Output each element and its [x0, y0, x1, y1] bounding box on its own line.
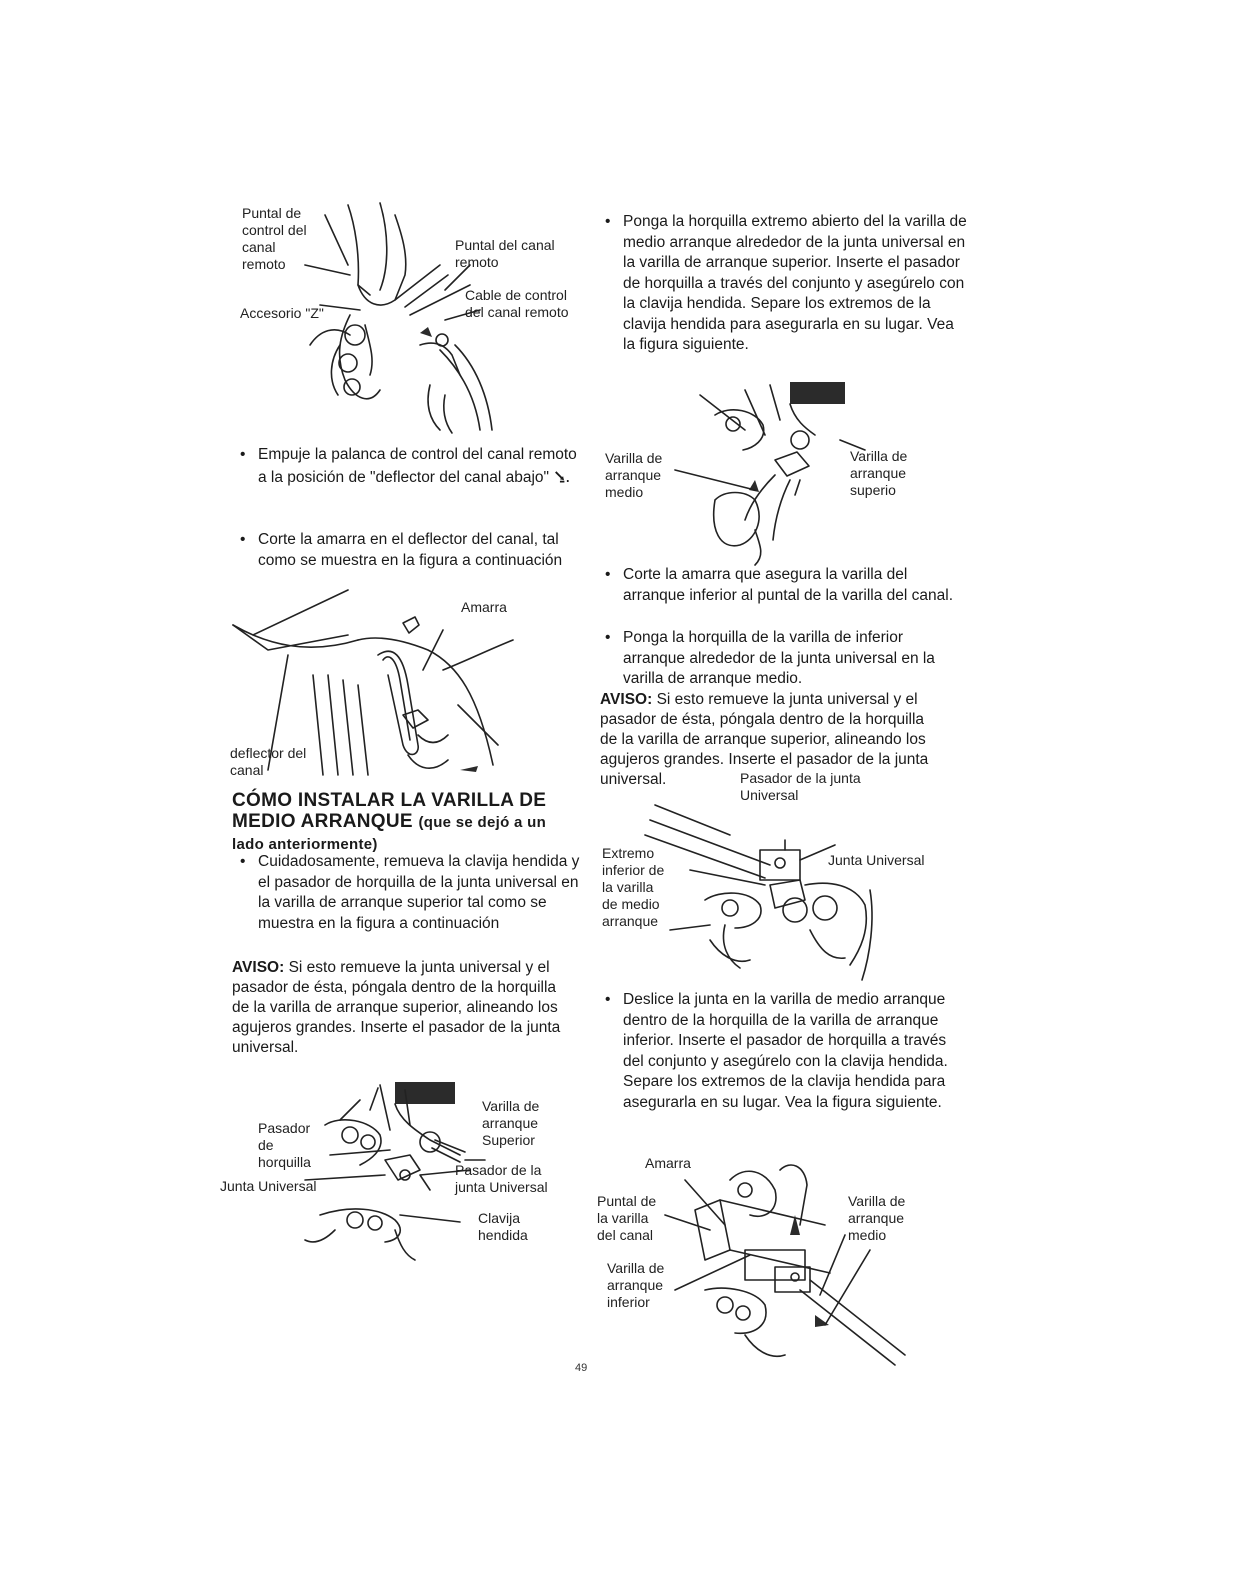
- label-lower-rod: Varilla de arranque inferior: [607, 1260, 665, 1310]
- figure-lower-end-joint: [600, 770, 950, 985]
- figure-mid-rod-yoke: [605, 380, 950, 570]
- label-chute-deflector: deflector del canal: [230, 745, 307, 778]
- label-mid-rod-lower-end: Extremo inferior de la varilla de medio arranque: [602, 845, 665, 929]
- figure-remote-chute-control: [230, 195, 590, 435]
- right-bullet-fit-yoke: • Ponga la horquilla extremo abierto del la varilla de medio arranque alrededor de la junta universal en la varilla de arranque superior. Inserte el pasador de horquilla a través del conjunto y asegúrelo con la clavija hendida. Separe los extremos de la clavija hendida para asegurarla en su lugar. Vea la figura siguiente.: [605, 212, 968, 356]
- label-universal-joint: Junta Universal: [220, 1178, 317, 1194]
- left-bullet-push-lever: • Empuje la palanca de control del canal remoto a la posición de "deflector del canal abajo" ⭸.: [240, 445, 578, 488]
- label-z-fitting: Accesorio "Z": [240, 305, 324, 321]
- label-cotter-pin: Clavija hendida: [478, 1210, 528, 1243]
- section-heading-note: (que se dejó a un lado anteriormente): [232, 814, 547, 853]
- label-remote-cable: Cable de control del canal remoto: [465, 287, 569, 320]
- section-heading: CÓMO INSTALAR LA VARILLA DE MEDIO ARRANQUE (que se dejó a un lado anteriormente): [232, 790, 547, 853]
- label-universal-joint-right: Junta Universal: [828, 852, 925, 868]
- label-remote-control-strut: Puntal de control del canal remoto: [242, 205, 307, 272]
- label-mid-rod: Varilla de arranque medio: [605, 450, 663, 500]
- right-bullet-fit-lower-yoke: • Ponga la horquilla de la varilla de inferior arranque alrededor de la junta universal en la varilla de arranque medio.: [605, 628, 968, 690]
- label-joint-pin-top: Pasador de la junta Universal: [740, 770, 861, 803]
- page-number: 49: [575, 1362, 588, 1374]
- left-notice: AVISO: Si esto remueve la junta universal y el pasador de ésta, póngala dentro de la horquilla de la varilla de arranque superior, alineando los agujeros grandes. Inserte el pasador de la junta universal.: [232, 959, 561, 1056]
- label-mid-rod-2: Varilla de arranque medio: [848, 1193, 906, 1243]
- figure-chute-deflector-tie: [228, 595, 558, 780]
- label-joint-pin: Pasador de la junta Universal: [455, 1162, 548, 1195]
- label-tie: Amarra: [461, 599, 507, 615]
- label-tie-2: Amarra: [645, 1155, 691, 1171]
- right-notice: AVISO: Si esto remueve la junta universal y el pasador de ésta, póngala dentro de la horquilla de la varilla de arranque superior, alineando los agujeros grandes. Inserte el pasador de la junta universal.: [600, 691, 929, 788]
- figure-universal-joint-removal: [220, 1080, 580, 1280]
- left-bullet-cut-tie: • Corte la amarra en el deflector del canal, tal como se muestra en la figura a continuación: [240, 530, 593, 571]
- figure-lower-rod-assembly: [595, 1155, 945, 1370]
- label-chute-rod-strut: Puntal de la varilla del canal: [597, 1193, 657, 1243]
- right-bullet-cut-tie: • Corte la amarra que asegura la varilla del arranque inferior al puntal de la varilla del canal.: [605, 565, 968, 606]
- deflector-down-icon: ⭸.: [549, 465, 571, 486]
- right-bullet-slide-joint: • Deslice la junta en la varilla de medio arranque dentro de la horquilla de la varilla de arranque inferior. Inserte el pasador de horquilla a través del conjunto y asegúrelo con la clavija hendida. Separe los extremos de la clavija hendida para asegurarla en su lugar. Vea la figura siguiente.: [605, 990, 968, 1113]
- label-clevis-pin: Pasador de horquilla: [258, 1120, 311, 1170]
- left-bullet-remove-pin: • Cuidadosamente, remueva la clavija hendida y el pasador de horquilla de la junta universal en la varilla de arranque superior tal como se muestra en la figura a continuación: [240, 852, 593, 934]
- label-upper-rod: Varilla de arranque Superior: [482, 1098, 540, 1148]
- label-upper-rod-short: Varilla de arranque superio: [850, 448, 908, 498]
- label-remote-chute-strut: Puntal del canal remoto: [455, 237, 555, 270]
